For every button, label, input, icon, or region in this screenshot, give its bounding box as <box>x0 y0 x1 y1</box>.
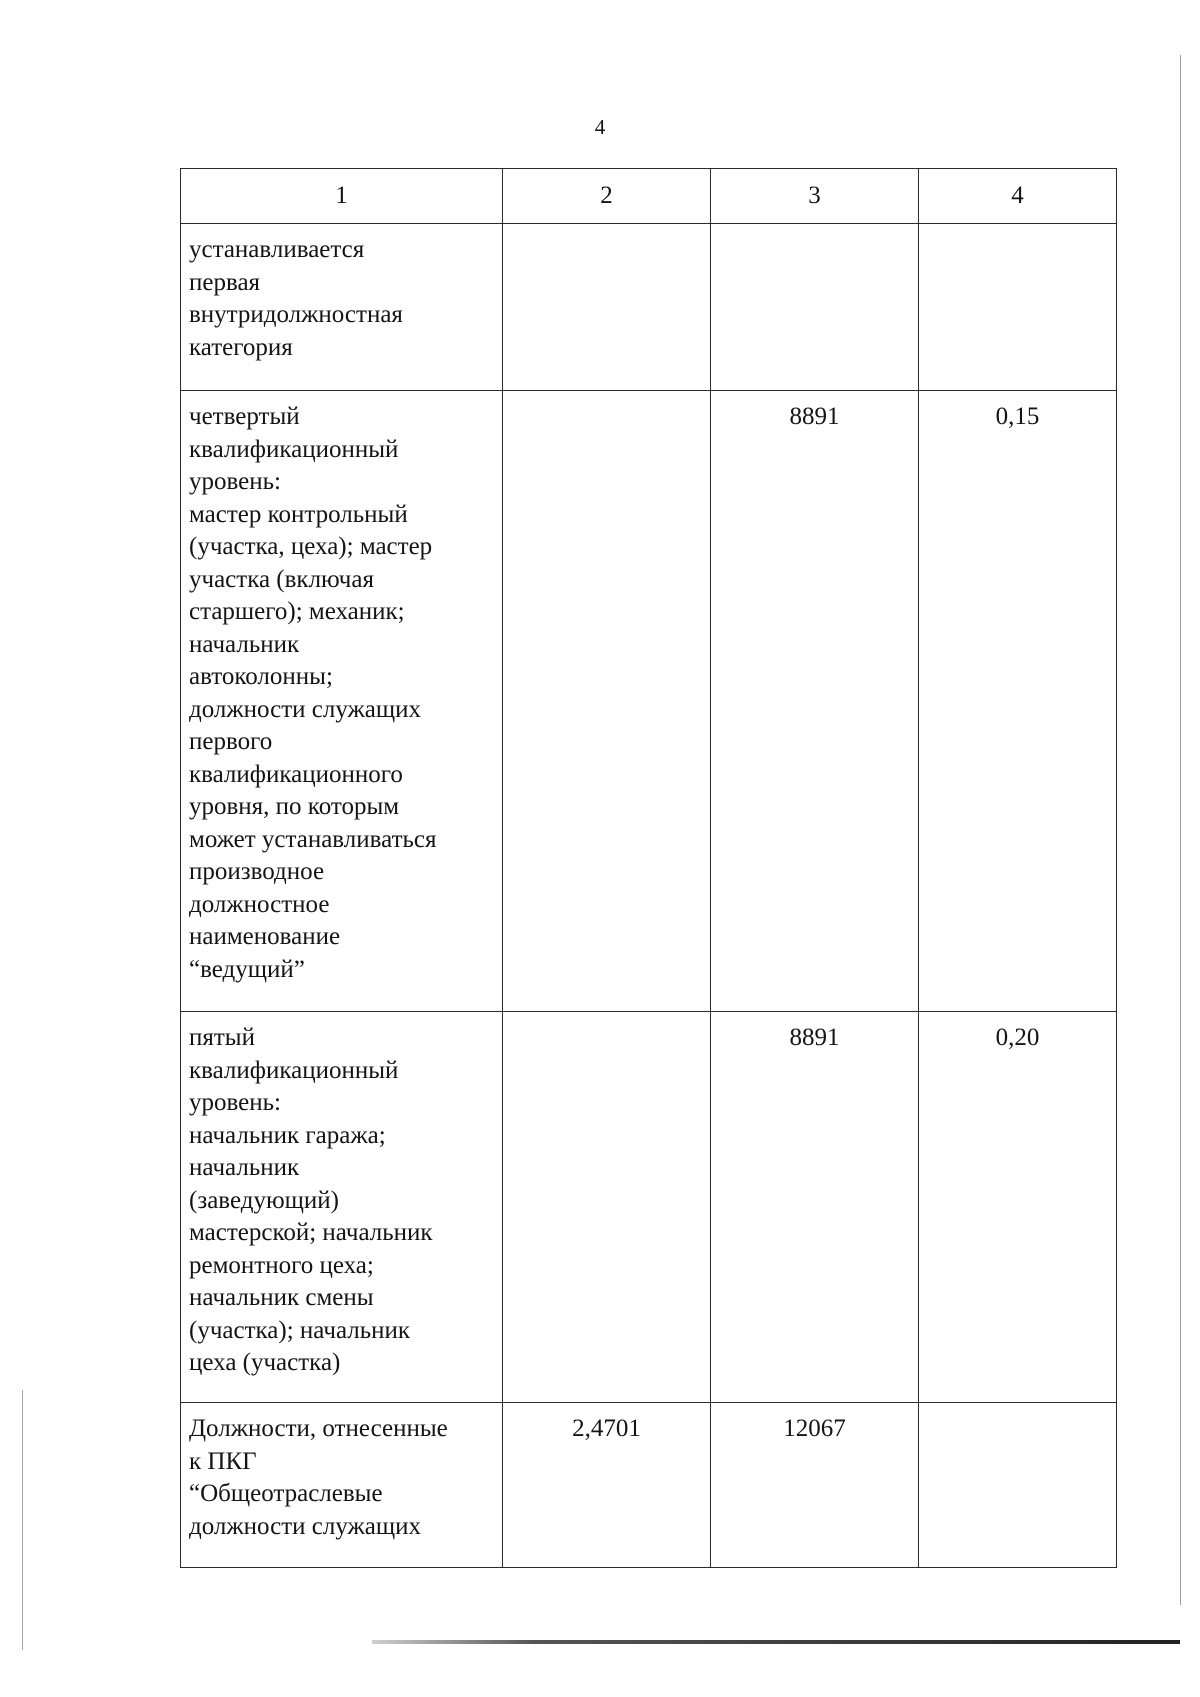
coefficient-cell: 2,4701 <box>503 1403 711 1568</box>
position-description-cell: четвертый квалификационный уровень: мастер контрольный (участка, цеха); мастер участка (включая старшего); механик; начальник автоколонны; должности служащих первого квалификационного уровня, по которым может устанавливаться производное должностное наименование “ведущий” <box>181 391 503 1012</box>
table-row <box>181 391 1117 1012</box>
bottom-rule <box>372 1640 1180 1644</box>
scan-edge-left <box>22 1390 23 1650</box>
coefficient-cell <box>503 391 711 1012</box>
increase-coefficient-cell: 0,20 <box>919 1012 1117 1403</box>
base-salary-cell: 8891 <box>711 1012 919 1403</box>
table-row <box>181 224 1117 391</box>
position-description-cell: пятый квалификационный уровень: начальник гаража; начальник (заведующий) мастерской; начальник ремонтного цеха; начальник смены (участка); начальник цеха (участка) <box>181 1012 503 1403</box>
table-row <box>181 1403 1117 1568</box>
base-salary-cell: 12067 <box>711 1403 919 1568</box>
header-cell-1: 1 <box>181 169 503 224</box>
increase-coefficient-cell <box>919 1403 1117 1568</box>
coefficient-cell <box>503 1012 711 1403</box>
position-description-cell: устанавливается первая внутридолжностная категория <box>181 224 503 391</box>
table-row <box>181 1012 1117 1403</box>
header-cell-3: 3 <box>711 169 919 224</box>
base-salary-cell: 8891 <box>711 391 919 1012</box>
header-cell-2: 2 <box>503 169 711 224</box>
coefficient-cell <box>503 224 711 391</box>
base-salary-cell <box>711 224 919 391</box>
header-cell-4: 4 <box>919 169 1117 224</box>
scan-edge-right <box>1180 55 1181 1605</box>
table-header-row <box>181 169 1117 224</box>
increase-coefficient-cell <box>919 224 1117 391</box>
position-description-cell: Должности, отнесенные к ПКГ “Общеотраслевые должности служащих <box>181 1403 503 1568</box>
salary-table <box>180 168 1117 1568</box>
increase-coefficient-cell: 0,15 <box>919 391 1117 1012</box>
page-number: 4 <box>594 115 606 139</box>
